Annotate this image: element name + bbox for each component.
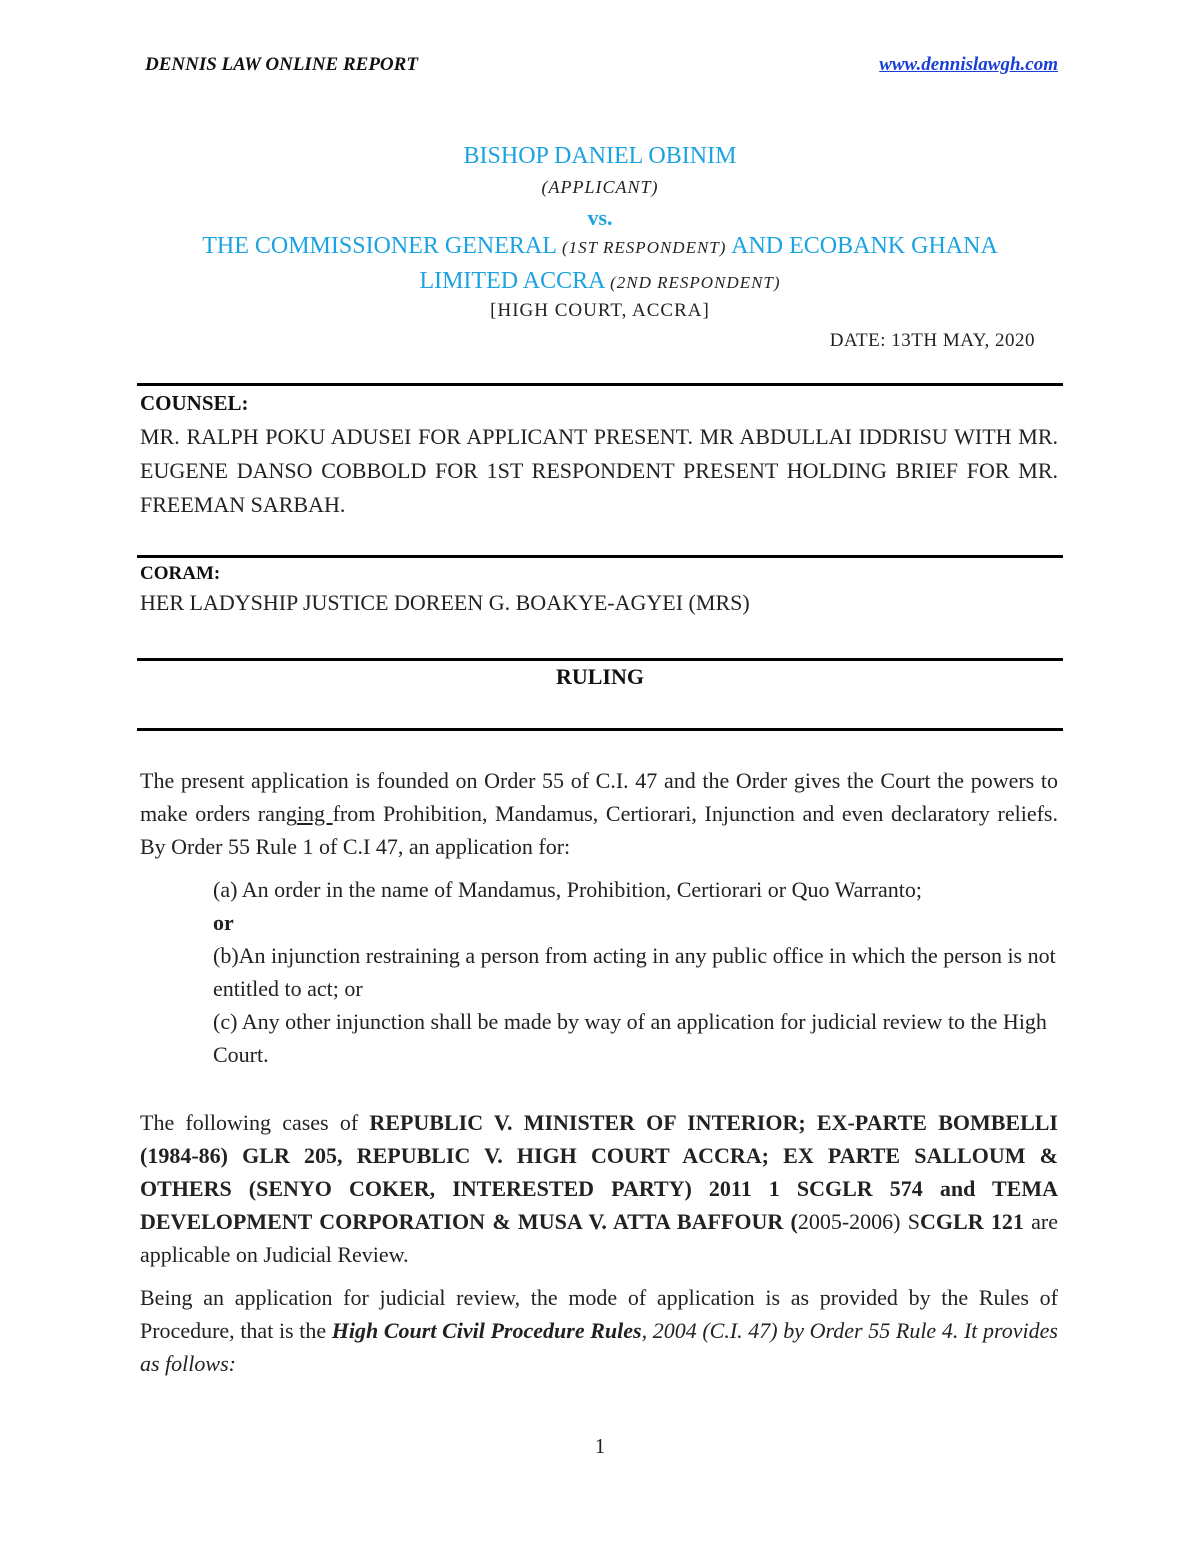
para3-intro: Being an application for judicial review, the mode of application is as provided by the Rules of Procedure, that is the bbox=[140, 1285, 1058, 1343]
list-or: or bbox=[213, 910, 234, 935]
paragraph-1 bbox=[140, 764, 1058, 863]
respondent2-name: LIMITED ACCRA bbox=[419, 268, 605, 294]
coram-text: HER LADYSHIP JUSTICE DOREEN G. BOAKYE-AGYEI (MRS) bbox=[140, 590, 750, 615]
list-item-a: (a) An order in the name of Mandamus, Prohibition, Certiorari or Quo Warranto; bbox=[213, 877, 922, 902]
website-link[interactable]: www.dennislawgh.com bbox=[879, 54, 1058, 75]
counsel-text: MR. RALPH POKU ADUSEI FOR APPLICANT PRESENT. MR ABDULLAI IDDRISU WITH MR. EUGENE DANSO COBBOLD FOR 1ST RESPONDENT PRESENT HOLDING BRIEF FOR MR. FREEMAN SARBAH. bbox=[140, 424, 1058, 517]
respondent1-name: THE COMMISSIONER GENERAL bbox=[202, 233, 556, 259]
page-number: 1 bbox=[594, 1434, 606, 1458]
respondents-line-2 bbox=[138, 268, 1062, 295]
coram-label: CORAM: bbox=[140, 563, 221, 584]
counsel-label: COUNSEL: bbox=[140, 391, 249, 415]
ruling-date: DATE: 13TH MAY, 2020 bbox=[829, 330, 1035, 351]
para2-ending: are applicable on Judicial Review. bbox=[140, 1209, 1059, 1267]
respondent-connector: AND ECOBANK GHANA bbox=[731, 233, 998, 259]
divider-2 bbox=[137, 555, 1063, 558]
para2-years: 2005-2006) S bbox=[797, 1209, 921, 1234]
para3-rules-rest: , 2004 (C.I. 47) by Order 55 Rule 4. It provides as follows: bbox=[140, 1318, 1058, 1376]
divider-3 bbox=[137, 658, 1063, 661]
para1-underlined: ing bbox=[296, 801, 333, 826]
ruling-title: RULING bbox=[555, 664, 644, 689]
list-item-c: (c) Any other injunction shall be made by way of an application for judicial review to the High Court. bbox=[213, 1009, 1047, 1067]
para3-rules-title: High Court Civil Procedure Rules bbox=[331, 1318, 642, 1343]
paragraph-3 bbox=[140, 1281, 1058, 1380]
versus-label: vs. bbox=[587, 205, 613, 230]
respondent1-role: (1ST RESPONDENT) bbox=[561, 238, 727, 257]
para2-cite: CGLR 121 bbox=[920, 1209, 1024, 1234]
publisher-header: DENNIS LAW ONLINE REPORT bbox=[145, 54, 418, 75]
para1-text-a: The present application is founded on Order 55 of C.I. 47 and the Order gives the Court the powers to make orders rang bbox=[140, 768, 1058, 826]
respondents-line-1 bbox=[138, 233, 1062, 260]
court-name: [HIGH COURT, ACCRA] bbox=[490, 300, 710, 321]
applicant-name: BISHOP DANIEL OBINIM bbox=[463, 143, 737, 169]
para2-cases: REPUBLIC V. MINISTER OF INTERIOR; EX-PARTE BOMBELLI (1984-86) GLR 205, REPUBLIC V. HIGH COURT ACCRA; EX PARTE SALLOUM & OTHERS (SENYO COKER, INTERESTED PARTY) 2011 1 SCGLR 574 and TEMA DEVELOPMENT CORPORATION & MUSA V. ATTA BAFFOUR ( bbox=[140, 1110, 1058, 1234]
respondent2-role: (2ND RESPONDENT) bbox=[610, 273, 781, 292]
list-item-b: (b)An injunction restraining a person from acting in any public office in which the person is not entitled to act; or bbox=[213, 943, 1056, 1001]
divider-1 bbox=[137, 383, 1063, 386]
para2-intro: The following cases of bbox=[140, 1110, 370, 1135]
paragraph-2 bbox=[140, 1106, 1058, 1271]
divider-4 bbox=[137, 728, 1063, 731]
order-list bbox=[213, 873, 1058, 1071]
applicant-role: (APPLICANT) bbox=[541, 177, 659, 197]
para1-text-b: from Prohibition, Mandamus, Certiorari, Injunction and even declaratory reliefs. By Order 55 Rule 1 of C.I 47, an application for: bbox=[140, 801, 1058, 859]
